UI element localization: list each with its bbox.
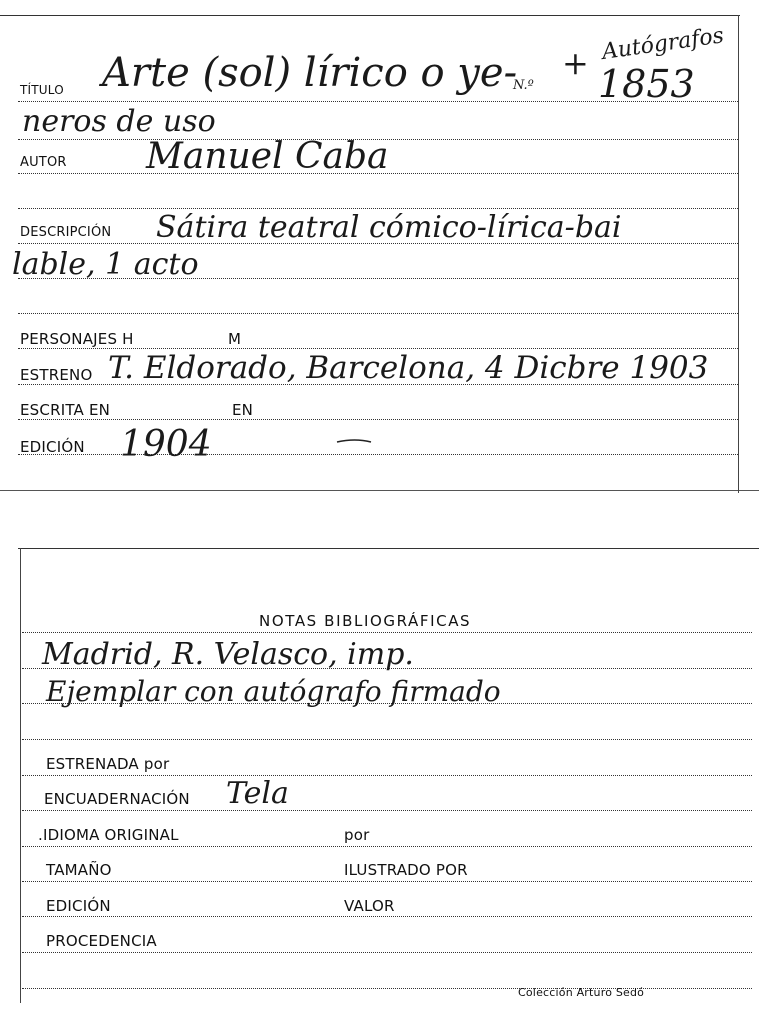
estreno-label: ESTRENO <box>20 366 93 384</box>
estreno-value: T. Eldorado, Barcelona, 4 Dicbre 1903 <box>108 350 709 386</box>
numero-label: N.º <box>513 78 534 93</box>
personajes-label: PERSONAJES H <box>20 330 134 348</box>
notas-value-line2: Ejemplar con autógrafo firmado <box>46 675 501 708</box>
catalog-card-notes <box>0 540 759 1010</box>
autografos-note: Autógrafos <box>600 23 726 65</box>
encuadernacion-label: ENCUADERNACIÓN <box>44 790 190 808</box>
rule-line <box>22 775 752 776</box>
card-top-edge <box>0 15 740 16</box>
catalog-number: 1853 <box>598 62 695 106</box>
estrenada-label: ESTRENADA por <box>46 755 170 773</box>
edicion-value: 1904 <box>120 424 212 465</box>
descripcion-label: DESCRIPCIÓN <box>20 225 112 240</box>
catalog-card-main <box>0 0 759 500</box>
titulo-value-line1: Arte (sol) lírico o ye- <box>102 50 518 96</box>
card-top-edge <box>18 548 759 549</box>
rule-line <box>22 881 752 882</box>
rule-line <box>18 419 738 420</box>
por-label: por <box>344 826 370 844</box>
notas-value-line1: Madrid, R. Velasco, imp. <box>42 637 414 672</box>
ink-dash-mark <box>335 436 375 446</box>
card-right-edge <box>738 15 739 493</box>
rule-line <box>18 313 738 314</box>
tamano-label: TAMAÑO <box>46 861 112 879</box>
rule-line <box>22 739 752 740</box>
rule-line <box>22 846 752 847</box>
procedencia-label: PROCEDENCIA <box>46 932 157 950</box>
encuadernacion-value: Tela <box>226 776 289 811</box>
titulo-value-line2: neros de uso <box>22 104 216 139</box>
rule-line <box>18 348 738 349</box>
rule-line <box>18 208 738 209</box>
ilustrado-label: ILUSTRADO POR <box>344 861 468 879</box>
rule-line <box>22 810 752 811</box>
rule-line <box>22 916 752 917</box>
autor-label: AUTOR <box>20 155 67 170</box>
coleccion-stamp: Colección Arturo Sedó <box>518 986 645 999</box>
cross-mark: + <box>562 44 589 82</box>
rule-line <box>22 632 752 633</box>
idioma-label: .IDIOMA ORIGINAL <box>38 826 179 844</box>
en-label: EN <box>232 401 254 419</box>
notas-heading: NOTAS BIBLIOGRÁFICAS <box>259 612 472 630</box>
descripcion-value-line1: Sátira teatral cómico-lírica-bai <box>156 210 622 245</box>
edicion-label: EDICIÓN <box>20 438 85 456</box>
descripcion-value-line2: lable, 1 acto <box>12 247 199 282</box>
edicion-label-2: EDICIÓN <box>46 897 111 915</box>
titulo-label: TÍTULO <box>20 83 64 97</box>
card-left-edge <box>20 548 21 1003</box>
valor-label: VALOR <box>344 897 395 915</box>
autor-value: Manuel Caba <box>146 136 389 177</box>
rule-line <box>22 952 752 953</box>
m-label: M <box>228 330 242 348</box>
card-bottom-edge <box>0 490 759 491</box>
escrita-en-label: ESCRITA EN <box>20 401 111 419</box>
